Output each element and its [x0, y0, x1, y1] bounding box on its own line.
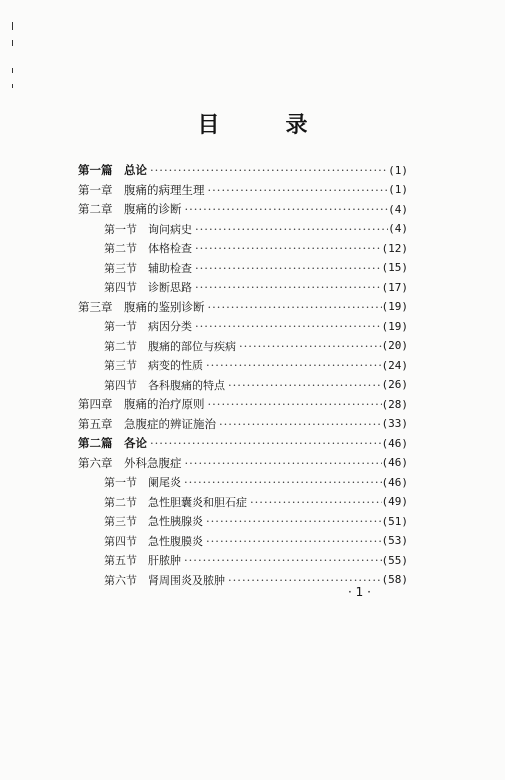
- toc-entry: [104, 219, 408, 239]
- toc-entry: [104, 316, 408, 336]
- toc-entry: [78, 180, 408, 200]
- toc-entry-page: (53): [381, 534, 408, 547]
- toc-entry: [104, 550, 408, 570]
- toc-entry-label: 第三节 病变的性质: [104, 359, 203, 372]
- dot-leader: [247, 495, 382, 509]
- toc-entry-page: (55): [381, 553, 408, 567]
- toc-entry-label: 第三章 腹痛的鉴别诊断: [78, 299, 205, 314]
- dot-leader: [205, 183, 389, 197]
- toc-entry-label: 第一章 腹痛的病理生理: [78, 182, 205, 197]
- dot-leader: [236, 339, 382, 353]
- toc-entry-page: (46): [381, 475, 408, 489]
- dot-leader: [192, 319, 382, 333]
- dot-leader: [192, 222, 388, 236]
- dot-leader: [216, 417, 382, 431]
- toc-entry-label: 第三节 急性胰腺炎: [104, 515, 203, 528]
- toc-entry-label: 第二节 体格检查: [104, 242, 192, 255]
- toc-entry-page: (46): [381, 456, 408, 469]
- toc-entry-label: 第五章 急腹症的辨证施治: [78, 416, 216, 431]
- dot-leader: [192, 261, 382, 275]
- toc-entry-page: (58): [381, 573, 408, 586]
- toc-entry: [78, 394, 408, 414]
- toc-entry-page: (19): [381, 300, 408, 313]
- toc-entry-label: 第二篇 各论: [78, 436, 147, 450]
- toc-entry: [78, 160, 408, 180]
- dot-leader: [203, 534, 382, 548]
- toc-entry-page: (4): [388, 202, 408, 216]
- dot-leader: [147, 163, 388, 177]
- dot-leader: [192, 280, 382, 294]
- dot-leader: [181, 553, 382, 567]
- toc-entry-label: 第四节 诊断思路: [104, 281, 192, 294]
- toc-entry-page: (12): [381, 241, 408, 255]
- toc-entry-page: (51): [381, 514, 408, 528]
- toc-entry: [104, 375, 408, 395]
- toc-entry: [78, 414, 408, 434]
- dot-leader: [225, 378, 382, 392]
- toc-entry-label: 第四节 各科腹痛的特点: [104, 378, 225, 392]
- dot-leader: [182, 456, 382, 470]
- toc-entry-page: (33): [381, 417, 408, 430]
- toc-entry-label: 第三节 辅助检查: [104, 261, 192, 275]
- scan-margin-mark: [12, 22, 13, 30]
- toc-entry: [78, 453, 408, 473]
- toc-entry-label: 第四章 腹痛的治疗原则: [78, 397, 205, 411]
- toc-entry: [78, 199, 408, 219]
- scan-margin-mark: [12, 84, 13, 88]
- scan-margin-mark: [12, 68, 13, 73]
- toc-entry: [104, 492, 408, 512]
- toc-entry-page: (1): [388, 183, 408, 196]
- toc-entry: [104, 336, 408, 356]
- toc-entry-label: 第五节 肝脓肿: [104, 554, 181, 567]
- dot-leader: [205, 300, 382, 314]
- toc-entry-label: 第一节 病因分类: [104, 320, 192, 333]
- page-number: · 1 ·: [348, 585, 371, 599]
- dot-leader: [182, 202, 389, 216]
- toc-entry: [104, 511, 408, 531]
- toc-entry: [104, 277, 408, 297]
- toc-entry-page: (15): [381, 261, 408, 274]
- toc-entry-label: 第一节 询问病史: [104, 222, 192, 236]
- dot-leader: [203, 358, 382, 372]
- toc-entry-label: 第一篇 总论: [78, 163, 147, 177]
- toc-entry-page: (19): [381, 319, 408, 333]
- toc-entry: [78, 297, 408, 317]
- dot-leader: [192, 241, 382, 255]
- toc-entry-page: (28): [381, 397, 408, 411]
- toc-entry-label: 第一节 阑尾炎: [104, 476, 181, 489]
- dot-leader: [203, 514, 382, 528]
- toc-entry-page: (46): [381, 436, 408, 450]
- dot-leader: [205, 397, 382, 411]
- toc-entry-page: (20): [381, 339, 408, 352]
- toc-entry-label: 第二节 腹痛的部位与疾病: [104, 339, 236, 353]
- toc-entry: [104, 238, 408, 258]
- scan-margin-mark: [12, 40, 13, 46]
- toc-entry-page: (4): [388, 222, 408, 235]
- toc-entry-page: (24): [381, 358, 408, 372]
- toc-entry-page: (17): [381, 280, 408, 294]
- toc-entry-page: (26): [381, 378, 408, 391]
- toc-entry: [78, 433, 408, 453]
- toc-entry: [104, 472, 408, 492]
- toc-entry: [104, 531, 408, 551]
- toc-entry: [104, 355, 408, 375]
- dot-leader: [181, 475, 382, 489]
- toc-entry: [104, 258, 408, 278]
- toc-entry-page: (1): [388, 163, 408, 177]
- toc-entry-page: (49): [381, 495, 408, 508]
- toc-entry-label: 第二章 腹痛的诊断: [78, 202, 182, 216]
- page-title: 目 录: [197, 113, 330, 138]
- dot-leader: [147, 436, 382, 450]
- toc-entry-label: 第六章 外科急腹症: [78, 455, 182, 470]
- toc-entry-label: 第六节 肾周围炎及脓肿: [104, 573, 225, 587]
- toc-entry-label: 第四节 急性腹膜炎: [104, 534, 203, 548]
- toc-entry-label: 第二节 急性胆囊炎和胆石症: [104, 495, 247, 509]
